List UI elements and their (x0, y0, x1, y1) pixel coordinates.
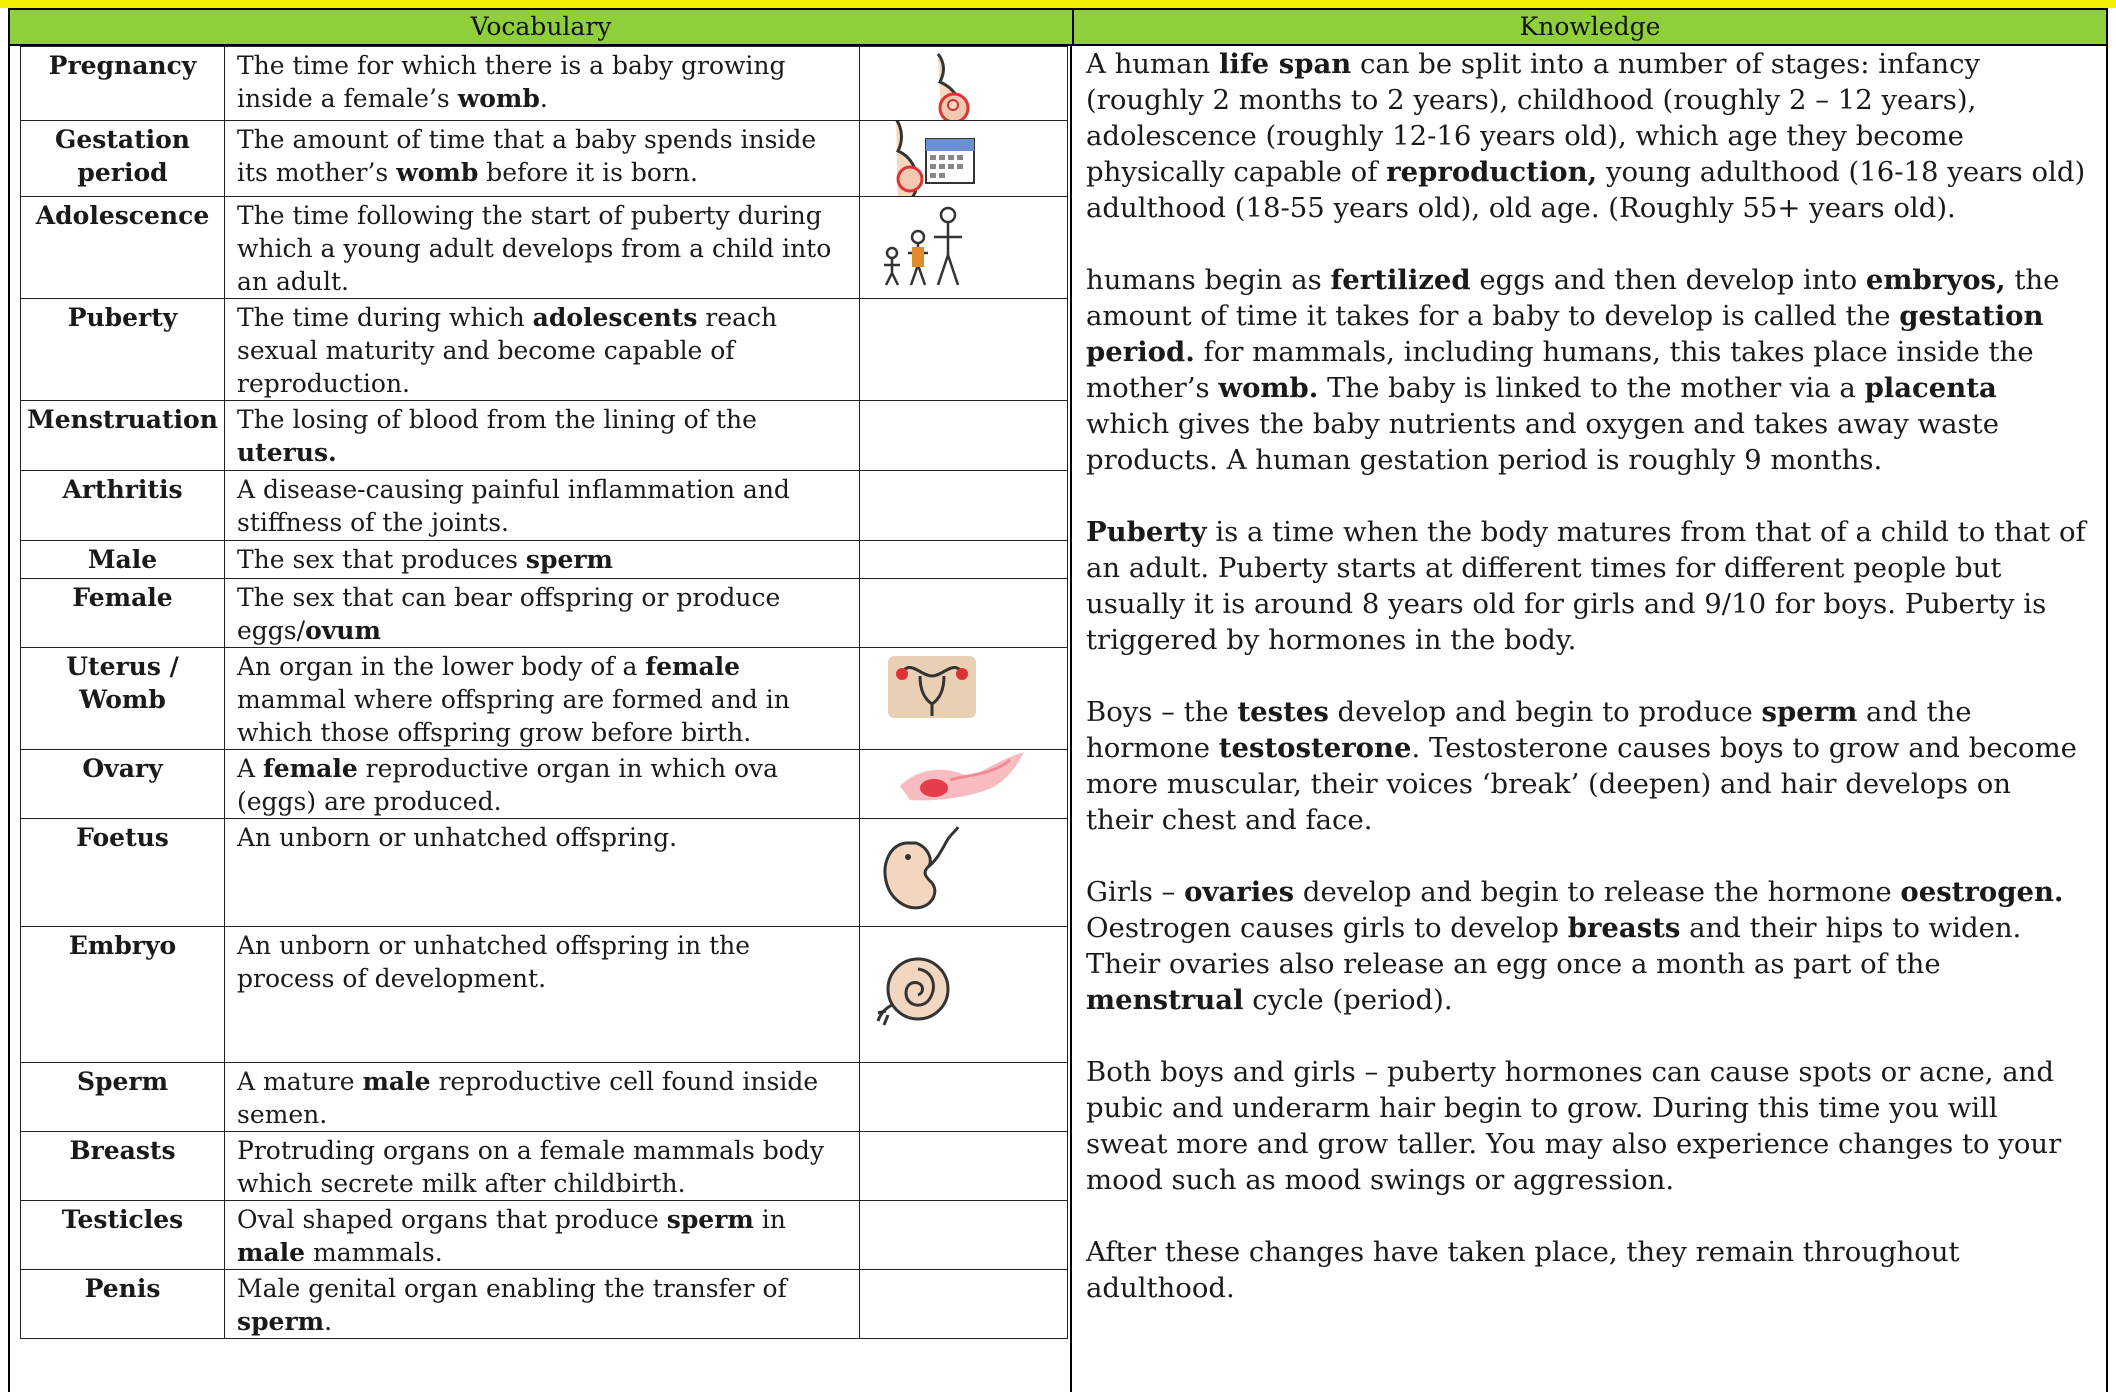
vocab-definition: Male genital organ enabling the transfer of sperm. (225, 1270, 860, 1339)
vocab-definition: Oval shaped organs that produce sperm in male mammals. (225, 1201, 860, 1270)
vocab-term: Puberty (21, 299, 225, 401)
vocab-row-adolescence (21, 197, 1068, 299)
vocab-term: Menstruation (21, 401, 225, 471)
vocab-term: Gestation period (21, 121, 225, 197)
vocab-definition: The time following the start of puberty during which a young adult develops from a child into an adult. (225, 197, 860, 299)
vocab-picture-cell (860, 401, 1068, 471)
vocab-definition: The losing of blood from the lining of the uterus. (225, 401, 860, 471)
vocab-picture-cell (860, 541, 1068, 579)
knowledge-text (1086, 46, 2086, 1342)
vocab-row-uterus-womb (21, 648, 1068, 750)
knowledge-paragraph-3: Puberty is a time when the body matures from that of a child to that of an adult. Puberty starts at different times for different people but usually it is around 8 years old for girls and 9/10 for boys. Puberty is triggered by hormones in the body. (1086, 516, 2086, 656)
vocab-term: Foetus (21, 819, 225, 927)
vocab-picture-cell (860, 299, 1068, 401)
vocab-picture-cell (860, 197, 1068, 299)
vocab-picture-cell (860, 47, 1068, 121)
knowledge-paragraph-7: After these changes have taken place, they remain throughout adulthood. (1086, 1236, 1960, 1304)
vocab-term: Male (21, 541, 225, 579)
vocab-definition: The sex that can bear offspring or produce eggs/ovum (225, 579, 860, 648)
vocab-row-puberty (21, 299, 1068, 401)
vocab-term: Arthritis (21, 471, 225, 541)
vocab-picture-cell (860, 750, 1068, 819)
vocab-definition: An unborn or unhatched offspring. (225, 819, 860, 927)
vocab-row-ovary (21, 750, 1068, 819)
vocab-row-gestation-period (21, 121, 1068, 197)
vocab-term: Embryo (21, 927, 225, 1063)
vocab-row-sperm (21, 1063, 1068, 1132)
vocab-picture-cell (860, 819, 1068, 927)
vocab-definition: A disease-causing painful inflammation and stiffness of the joints. (225, 471, 860, 541)
vocabulary-header: Vocabulary (8, 8, 1074, 46)
vocab-picture-cell (860, 471, 1068, 541)
top-color-bar (0, 0, 2116, 8)
vocab-picture-cell (860, 648, 1068, 750)
column-divider (1070, 46, 1072, 1392)
knowledge-paragraph-5: Girls – ovaries develop and begin to release the hormone oestrogen. Oestrogen causes girls to develop breasts and their hips to widen. Their ovaries also release an egg once a month as part of the menstrual cycle (period). (1086, 876, 2064, 1016)
knowledge-paragraph-2: humans begin as fertilized eggs and then develop into embryos, the amount of time it takes for a baby to develop is called the gestation period. for mammals, including humans, this takes place inside the mother’s womb. The baby is linked to the mother via a placenta which gives the baby nutrients and oxygen and takes away waste products. A human gestation period is roughly 9 months. (1086, 264, 2060, 476)
knowledge-paragraph-4: Boys – the testes develop and begin to produce sperm and the hormone testosterone. Testosterone causes boys to grow and become more muscular, their voices ‘break’ (deepen) and hair develops on their chest and face. (1086, 696, 2077, 836)
vocab-term: Female (21, 579, 225, 648)
vocab-row-female (21, 579, 1068, 648)
vocabulary-table (20, 46, 1068, 1339)
vocab-term: Sperm (21, 1063, 225, 1132)
vocab-row-penis (21, 1270, 1068, 1339)
vocab-picture-cell (860, 1132, 1068, 1201)
vocab-row-breasts (21, 1132, 1068, 1201)
vocab-definition: The amount of time that a baby spends inside its mother’s womb before it is born. (225, 121, 860, 197)
vocab-term: Pregnancy (21, 47, 225, 121)
vocab-definition: Protruding organs on a female mammals body which secrete milk after childbirth. (225, 1132, 860, 1201)
vocab-row-embryo (21, 927, 1068, 1063)
vocab-definition: An unborn or unhatched offspring in the process of development. (225, 927, 860, 1063)
vocab-row-male (21, 541, 1068, 579)
vocab-term: Ovary (21, 750, 225, 819)
vocab-definition: A mature male reproductive cell found inside semen. (225, 1063, 860, 1132)
knowledge-paragraph-6: Both boys and girls – puberty hormones can cause spots or acne, and pubic and underarm hair begin to grow. During this time you will sweat more and grow taller. You may also experience changes to your mood such as mood swings or aggression. (1086, 1056, 2062, 1196)
vocab-term: Uterus / Womb (21, 648, 225, 750)
vocab-term: Testicles (21, 1201, 225, 1270)
vocab-picture-cell (860, 1201, 1068, 1270)
knowledge-header: Knowledge (1072, 8, 2108, 46)
vocab-term: Breasts (21, 1132, 225, 1201)
vocab-row-arthritis (21, 471, 1068, 541)
vocab-row-pregnancy (21, 47, 1068, 121)
vocab-term: Adolescence (21, 197, 225, 299)
vocab-picture-cell (860, 927, 1068, 1063)
vocab-definition: The time during which adolescents reach sexual maturity and become capable of reproduction. (225, 299, 860, 401)
vocab-row-testicles (21, 1201, 1068, 1270)
vocab-definition: An organ in the lower body of a female mammal where offspring are formed and in which those offspring grow before birth. (225, 648, 860, 750)
vocab-picture-cell (860, 121, 1068, 197)
vocab-term: Penis (21, 1270, 225, 1339)
vocab-definition: The time for which there is a baby growing inside a female’s womb. (225, 47, 860, 121)
vocab-picture-cell (860, 1270, 1068, 1339)
vocab-row-foetus (21, 819, 1068, 927)
vocab-row-menstruation (21, 401, 1068, 471)
vocab-picture-cell (860, 579, 1068, 648)
vocab-definition: A female reproductive organ in which ova (eggs) are produced. (225, 750, 860, 819)
knowledge-paragraph-1: A human life span can be split into a number of stages: infancy (roughly 2 months to 2 years), childhood (roughly 2 – 12 years), adolescence (roughly 12-16 years old), which age they become physically capable of reproduction, young adulthood (16-18 years old) adulthood (18-55 years old), old age. (Roughly 55+ years old). (1086, 48, 2086, 224)
vocab-picture-cell (860, 1063, 1068, 1132)
vocab-definition: The sex that produces sperm (225, 541, 860, 579)
